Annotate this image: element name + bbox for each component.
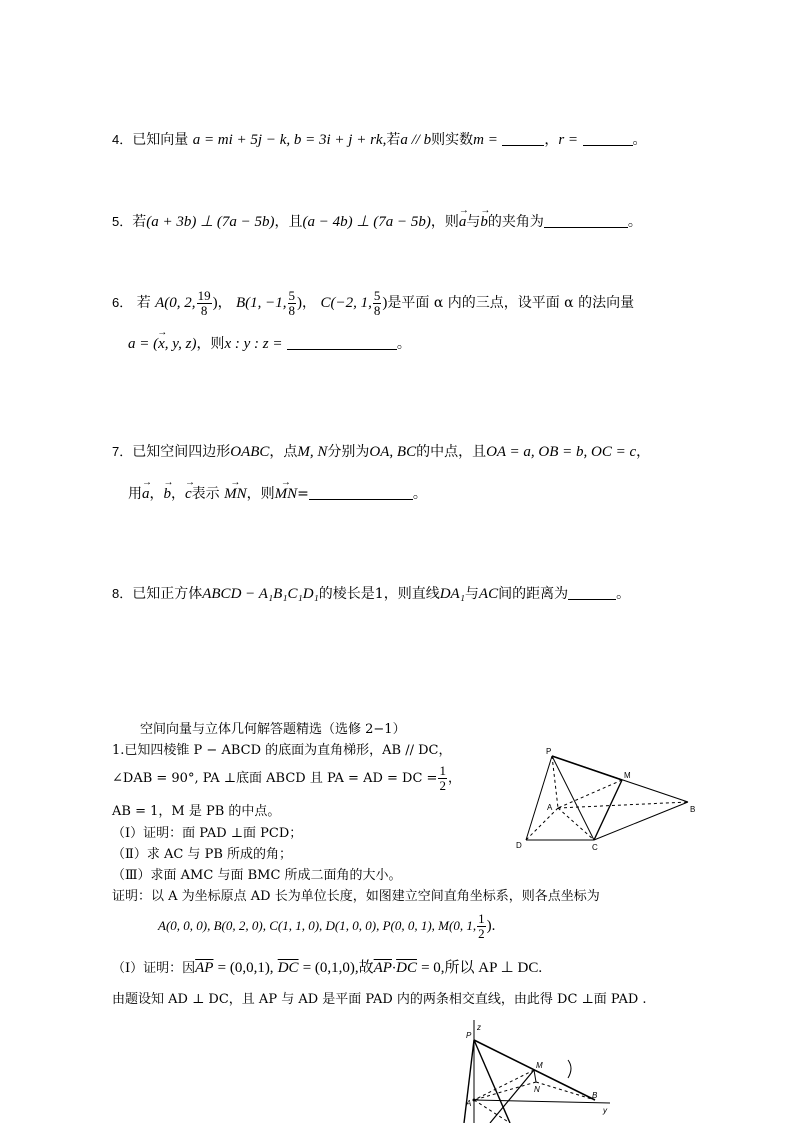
answer-blank — [544, 213, 628, 228]
edge-pc — [474, 1040, 510, 1123]
vector-b: → b — [480, 212, 488, 232]
pyramid-figure — [510, 742, 710, 854]
question-1-part-ii: （Ⅱ）求 AC 与 PB 所成的角； — [112, 847, 293, 862]
answer-blank — [287, 335, 397, 350]
proof-text: （Ⅰ）证明：因 — [112, 961, 196, 976]
point-a: A(0, 2, — [155, 295, 196, 311]
vector-value: = (0,1,0),故 — [302, 960, 374, 976]
problem-number: 6． — [112, 295, 133, 310]
problem-text: 与 — [466, 214, 481, 230]
problem-text: 若 — [136, 295, 151, 311]
dot-product: · — [391, 961, 397, 976]
separator: ， — [636, 444, 651, 460]
problem-text: ，则 — [430, 214, 459, 230]
answer-blank-r — [583, 131, 633, 146]
line-ac: AC — [478, 586, 499, 602]
problem-text: ，则 — [196, 336, 225, 352]
question-1-line-1: 1.已知四棱锥 P − ABCD 的底面为直角梯形，AB // DC， — [112, 743, 452, 758]
problem-7 — [112, 442, 650, 462]
problem-number: 8． — [112, 586, 133, 601]
label-p: P — [546, 747, 552, 756]
problem-number: 4． — [112, 132, 133, 147]
problem-number: 7． — [112, 444, 133, 459]
label-m: M — [536, 1061, 543, 1070]
problem-text: 的棱长是1，则直线 — [318, 586, 440, 602]
period: 。 — [627, 214, 642, 230]
condition-text: ∠DAB = 90°, PA ⊥底面 ABCD 且 PA = AD = DC = — [112, 771, 438, 786]
vector-definitions: OA = a, OB = b, OC = c — [486, 444, 637, 460]
denominator: 8 — [288, 302, 296, 318]
problem-8 — [112, 584, 630, 604]
vector-ap: $\overline{AP}$ — [195, 960, 214, 976]
point-a — [473, 1099, 476, 1102]
condition-2: (a − 4b) ⊥ (7a − 5b) — [302, 214, 431, 230]
problem-7-line-2: 用→ a，→ b，→ c表示 → MN，则→ MN= 。 — [128, 484, 427, 504]
coordinate-list: A(0, 0, 0), B(0, 2, 0), C(1, 1, 0), D(1, 0, 0), P(0, 0, 1), M(0, 1, — [158, 918, 477, 933]
edge-mc — [594, 780, 622, 840]
problem-6-line-2 — [128, 334, 411, 354]
label-d: D — [516, 841, 522, 850]
problem-text: 已知正方体 — [132, 586, 203, 602]
fraction-half — [438, 764, 447, 793]
edge-ac — [558, 808, 594, 840]
proof-part-i — [112, 958, 542, 979]
segments: OA, BC — [369, 444, 417, 460]
vector-mn: → MN — [224, 484, 247, 504]
edge-mn — [534, 1070, 536, 1082]
period: 。 — [396, 336, 411, 352]
numerator: 19 — [197, 287, 211, 303]
coordinate-figure — [450, 1020, 620, 1123]
proof-text: = 0,所以 AP ⊥ DC. — [421, 960, 543, 976]
problem-text: 的夹角为 — [487, 214, 544, 230]
problem-text: 若 — [386, 132, 401, 148]
problem-text: 的中点，且 — [416, 444, 487, 460]
proof-intro: 证明：以 A 为坐标原点 AD 长为单位长度，如图建立空间直角坐标系，则各点坐标为 — [112, 889, 600, 904]
edge-pd — [464, 1040, 474, 1123]
edge-mc — [490, 1070, 534, 1123]
vector-dc: $\overline{DC}$ — [277, 960, 299, 976]
coord-close: ). — [486, 918, 496, 934]
label-m: M — [624, 771, 631, 780]
numerator: 1 — [478, 911, 485, 926]
answer-blank — [568, 585, 616, 600]
problem-5 — [112, 212, 642, 232]
label-p: P — [466, 1031, 472, 1040]
vector-value: = (0,0,1), — [217, 960, 274, 976]
y-axis — [474, 1100, 610, 1103]
problem-text: ，则 — [246, 486, 275, 502]
line-da1: DA₁ — [439, 586, 465, 602]
bracket-mark — [568, 1060, 571, 1078]
problem-text: 与 — [464, 586, 479, 602]
problem-number: 5． — [112, 214, 133, 229]
problem-text: 用 — [128, 486, 142, 502]
fraction-half — [477, 912, 486, 941]
question-1-part-iii: （Ⅲ）求面 AMC 与面 BMC 所成二面角的大小。 — [112, 868, 402, 883]
problem-text: ，点 — [269, 444, 298, 460]
problem-text: 表示 — [191, 486, 220, 502]
question-1-part-i: （Ⅰ）证明：面 PAD ⊥面 PCD； — [112, 826, 303, 841]
label-a: A — [466, 1099, 472, 1108]
separator: ， — [544, 132, 559, 148]
denominator: 2 — [439, 778, 446, 793]
vector-ap: $\overline{AP}$ — [373, 960, 392, 976]
answer-blank-m — [502, 131, 544, 146]
fraction-c — [373, 289, 382, 318]
label-y: y — [603, 1106, 607, 1115]
proof-conclusion: 由题设知 AD ⊥ DC，且 AP 与 AD 是平面 PAD 内的两条相交直线，由此得 DC ⊥面 PAD . — [112, 992, 647, 1007]
label-b: B — [690, 805, 696, 814]
coordinates — [158, 910, 495, 943]
label-n: N — [534, 1085, 540, 1094]
problem-4 — [112, 130, 647, 150]
point-b: B(1, −1, — [236, 295, 287, 311]
points-mn: M, N — [297, 444, 328, 460]
edge-cb — [594, 802, 688, 840]
denominator: 2 — [478, 926, 485, 941]
vector-a: → a — [459, 212, 467, 232]
vector-dc: $\overline{DC}$ — [396, 960, 417, 976]
problem-text: 若 — [132, 214, 147, 230]
period: 。 — [412, 486, 427, 502]
problem-text: ，且 — [274, 214, 303, 230]
cube: ABCD − A₁B₁C₁D₁ — [202, 586, 319, 602]
problem-text: 分别为 — [327, 444, 370, 460]
problem-text: 是平面 α 内的三点，设平面 α 的法向量 — [387, 295, 635, 311]
question-1-line-3: AB = 1，M 是 PB 的中点。 — [112, 804, 281, 819]
problem-text: 已知空间四边形 — [132, 444, 231, 460]
vector-b: → b — [164, 484, 172, 504]
numerator: 5 — [288, 287, 296, 303]
equals: = — [297, 486, 309, 502]
edge-ma — [558, 780, 622, 808]
problem-text: 间的距离为 — [498, 586, 569, 602]
ratio: x : y : z = — [224, 336, 283, 352]
separator: ， — [447, 771, 461, 786]
r-equals: r = — [558, 132, 579, 148]
vector-mn: → MN — [275, 484, 298, 504]
numerator: 5 — [373, 287, 381, 303]
denominator: 8 — [200, 302, 208, 318]
label-b: B — [592, 1091, 598, 1100]
label-z: z — [477, 1023, 481, 1032]
period: 。 — [616, 586, 631, 602]
normal-vector: → a = (x, y, z) — [128, 334, 196, 354]
parallel-condition: a // b — [400, 132, 432, 148]
numerator: 1 — [439, 763, 446, 778]
label-c: C — [592, 843, 598, 852]
question-1-line-2 — [112, 764, 461, 794]
edge-pd — [526, 756, 552, 840]
vector-a: → a — [142, 484, 150, 504]
vector-formula: a = mi + 5j − k, b = 3i + j + rk, — [192, 132, 387, 148]
denominator: 8 — [373, 302, 381, 318]
fraction-b — [288, 289, 297, 318]
vector-c: → c — [185, 484, 192, 504]
quadrilateral: OABC — [230, 444, 270, 460]
m-equals: m = — [473, 132, 498, 148]
problem-text: 已知向量 — [132, 132, 189, 148]
period: 。 — [632, 132, 647, 148]
edge-ma — [474, 1070, 534, 1100]
label-a: A — [547, 803, 553, 812]
answer-blank — [309, 485, 413, 500]
problem-6: 6． 若 A(0, 2, $\frac{19}{8}$ )， B(1, −1, $\frac{5}{8}$ )， C(−2, 1, $\frac{5}{8}$ )是平面 α 内的三点，设平面 α 的法向量 — [112, 287, 635, 318]
problem-text: 则实数 — [431, 132, 474, 148]
section-title: 空间向量与立体几何解答题精选（选修 2−1） — [140, 722, 406, 737]
point-c: C(−2, 1, — [320, 295, 372, 311]
edge-pa — [552, 756, 558, 808]
fraction-a — [197, 289, 212, 318]
condition-1: (a + 3b) ⊥ (7a − 5b) — [146, 214, 275, 230]
